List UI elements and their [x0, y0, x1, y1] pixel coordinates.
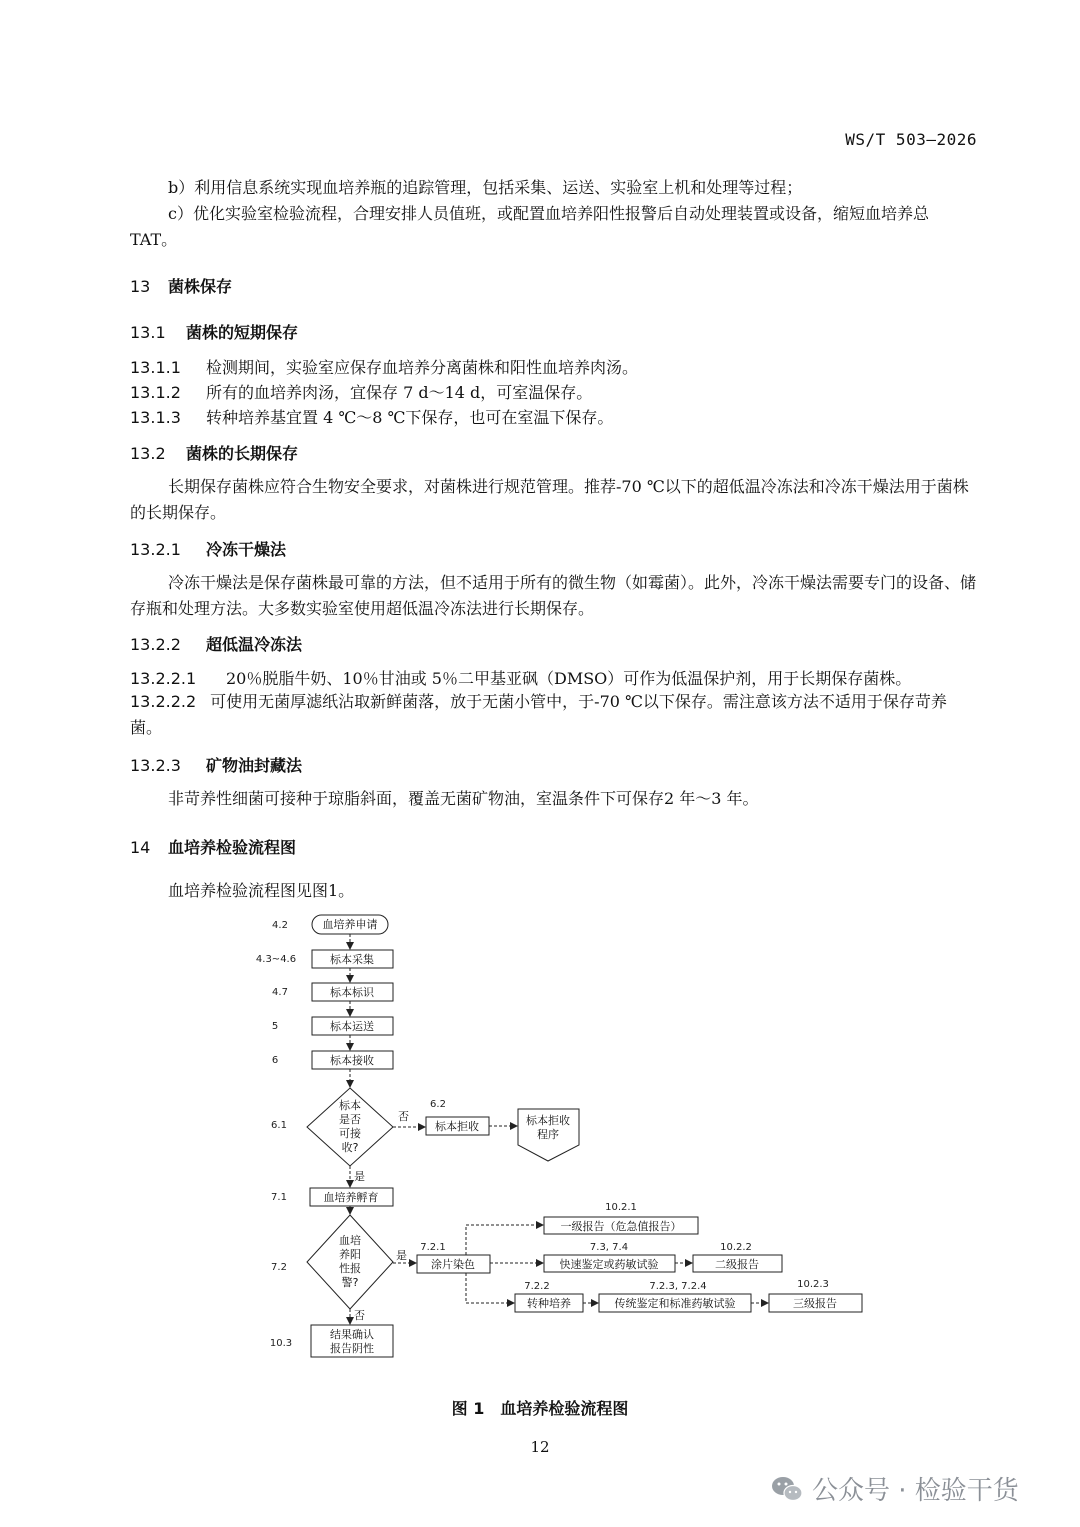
paragraph-14: 血培养检验流程图见图1。 — [168, 881, 355, 900]
node-positive-line2: 养阳 — [339, 1248, 361, 1261]
node-positive-line4: 警? — [341, 1276, 359, 1289]
ref-6-2: 6.2 — [430, 1099, 446, 1110]
ref-7-2: 7.2 — [271, 1262, 287, 1273]
ref-4-7: 4.7 — [272, 987, 288, 998]
ref-10-2-2: 10.2.2 — [720, 1242, 752, 1253]
clause-number: 13.2.2.1 — [130, 669, 197, 688]
ref-6-1: 6.1 — [271, 1120, 287, 1131]
node-subculture-label: 转种培养 — [527, 1297, 571, 1310]
node-incubate-label: 血培养孵育 — [323, 1191, 379, 1204]
item-b: b）利用信息系统实现血培养瓶的追踪管理，包括采集、运送、实验室上机和处理等过程； — [168, 178, 803, 197]
node-report-3-label: 三级报告 — [793, 1297, 837, 1310]
section-title: 超低温冷冻法 — [206, 635, 303, 654]
section-title: 菌株保存 — [168, 277, 233, 296]
ref-7-2-1: 7.2.1 — [420, 1242, 446, 1253]
node-report-1-label: 一级报告（危急值报告） — [560, 1220, 682, 1233]
section-13-heading — [130, 274, 232, 297]
section-13-2-heading — [130, 441, 298, 464]
ref-7-1: 7.1 — [271, 1192, 287, 1203]
node-reject-proc-line1: 标本拒收 — [526, 1114, 570, 1127]
blood-culture-flowchart — [250, 905, 870, 1360]
ref-4-3-4-6: 4.3~4.6 — [255, 954, 297, 965]
clause-text: 可使用无菌厚滤纸沾取新鲜菌落，放于无菌小管中，于-70 ℃以下保存。需注意该方法不适用于保存苛养菌。 — [130, 692, 947, 737]
ref-6: 6 — [271, 1055, 279, 1066]
node-result-line1: 结果确认 — [330, 1328, 374, 1341]
section-title: 菌株的长期保存 — [186, 444, 299, 463]
ref-7-2-2: 7.2.2 — [524, 1281, 550, 1292]
section-title: 血培养检验流程图 — [168, 838, 297, 857]
node-rapid-label: 快速鉴定或药敏试验 — [559, 1258, 659, 1271]
clause-text: 所有的血培养肉汤，宜保存 7 d～14 d，可室温保存。 — [206, 383, 593, 402]
ref-10-3: 10.3 — [269, 1338, 293, 1349]
clause-13-2-2-1 — [130, 666, 911, 689]
node-receive-label: 标本接收 — [330, 1054, 374, 1067]
watermark-text: 公众号 · 检验干货 — [812, 1476, 1019, 1506]
edge-smear-report1 — [466, 1225, 543, 1255]
ref-7-2-3-7-2-4: 7.2.3, 7.2.4 — [649, 1281, 707, 1292]
node-request-label: 血培养申请 — [322, 918, 378, 931]
node-positive-line1: 血培 — [339, 1234, 361, 1247]
section-title: 矿物油封藏法 — [206, 756, 303, 775]
section-number: 13 — [130, 277, 151, 296]
clause-13-1-2 — [130, 380, 592, 403]
node-accept-line2: 是否 — [339, 1113, 361, 1126]
clause-13-1-3 — [130, 405, 613, 428]
section-number: 13.2.1 — [130, 540, 181, 559]
wechat-icon — [770, 1474, 804, 1504]
paragraph-13-2-1: 冷冻干燥法是保存菌株最可靠的方法，但不适用于所有的微生物（如霉菌）。此外，冷冻干燥法需要专门的设备、储存瓶和处理方法。大多数实验室使用超低温冷冻法进行长期保存。 — [130, 573, 977, 618]
ref-10-2-3: 10.2.3 — [797, 1279, 829, 1290]
edge-smear-subculture — [466, 1273, 514, 1303]
section-number: 13.1 — [130, 323, 166, 342]
clause-text: 20％脱脂牛奶、10％甘油或 5％二甲基亚砜（DMSO）可作为低温保护剂，用于长期保存菌株。 — [226, 669, 912, 688]
clause-13-2-2-2 — [130, 689, 977, 741]
label-no-accept: 否 — [398, 1110, 409, 1123]
section-13-1-heading — [130, 320, 298, 343]
paragraph-13-2: 长期保存菌株应符合生物安全要求，对菌株进行规范管理。推荐-70 ℃以下的超低温冷冻法和冷冻干燥法用于菌株的长期保存。 — [130, 477, 969, 522]
ref-10-2-1: 10.2.1 — [605, 1202, 637, 1213]
page-number: 12 — [530, 1438, 550, 1456]
node-accept-line4: 收? — [341, 1141, 359, 1154]
clause-number: 13.1.2 — [130, 383, 181, 402]
node-reject-proc-line2: 程序 — [537, 1128, 559, 1141]
section-13-2-1-heading — [130, 537, 286, 560]
clause-13-1-1 — [130, 355, 638, 378]
node-result-line2: 报告阴性 — [330, 1342, 374, 1355]
watermark — [770, 1470, 1019, 1507]
ref-4-2: 4.2 — [272, 920, 288, 931]
node-report-2-label: 二级报告 — [715, 1258, 759, 1271]
section-13-2-2-heading — [130, 632, 302, 655]
node-traditional-label: 传统鉴定和标准药敏试验 — [614, 1297, 736, 1310]
paragraph-13-2-3: 非苛养性细菌可接种于琼脂斜面，覆盖无菌矿物油，室温条件下可保存2 年～3 年。 — [168, 789, 759, 808]
ref-7-3-7-4: 7.3, 7.4 — [589, 1242, 629, 1253]
label-yes-positive: 是 — [396, 1249, 407, 1262]
section-13-2-3-heading — [130, 753, 302, 776]
section-title: 菌株的短期保存 — [186, 323, 299, 342]
section-number: 13.2 — [130, 444, 166, 463]
section-14-heading — [130, 835, 296, 858]
label-no-positive: 否 — [354, 1309, 365, 1322]
node-transport-label: 标本运送 — [330, 1020, 374, 1033]
node-accept-line1: 标本 — [339, 1099, 361, 1112]
clause-text: 转种培养基宜置 4 ℃～8 ℃下保存，也可在室温下保存。 — [206, 408, 614, 427]
section-title: 冷冻干燥法 — [206, 540, 287, 559]
clause-text: 检测期间，实验室应保存血培养分离菌株和阳性血培养肉汤。 — [206, 358, 639, 377]
node-collect-label: 标本采集 — [330, 953, 374, 966]
item-c: c）优化实验室检验流程，合理安排人员值班，或配置血培养阳性报警后自动处理装置或设备，缩短血培养总 TAT。 — [130, 204, 929, 249]
node-accept-line3: 可接 — [339, 1127, 361, 1140]
node-smear-label: 涂片染色 — [431, 1258, 475, 1271]
clause-number: 13.2.2.2 — [130, 692, 197, 711]
section-number: 13.2.2 — [130, 635, 181, 654]
figure-caption: 图 1 血培养检验流程图 — [451, 1399, 629, 1418]
ref-5: 5 — [271, 1021, 279, 1032]
node-reject-label: 标本拒收 — [435, 1120, 479, 1133]
standard-code: WS/T 503—2026 — [845, 130, 977, 149]
section-number: 13.2.3 — [130, 756, 181, 775]
node-label-label: 标本标识 — [330, 986, 374, 999]
clause-number: 13.1.3 — [130, 408, 181, 427]
clause-number: 13.1.1 — [130, 358, 181, 377]
section-number: 14 — [130, 838, 151, 857]
node-positive-line3: 性报 — [339, 1262, 361, 1275]
label-yes-accept: 是 — [354, 1170, 365, 1183]
